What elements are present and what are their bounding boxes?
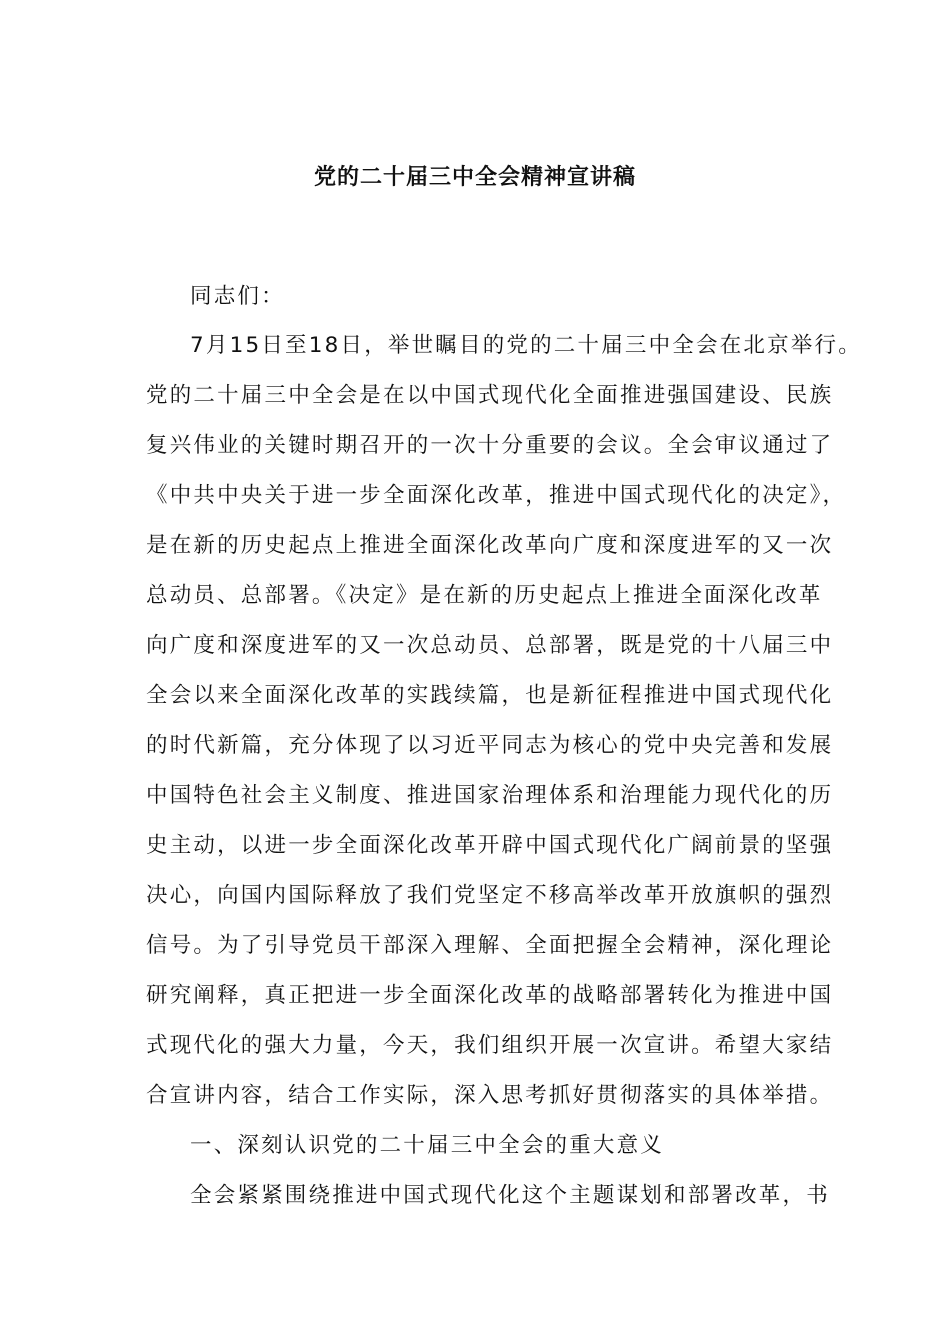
paragraph-line: 式现代化的强大力量，今天，我们组织开展一次宣讲。希望大家结 xyxy=(146,1033,834,1058)
paragraph-line: 决心，向国内国际释放了我们党坚定不移高举改革开放旗帜的强烈 xyxy=(146,883,834,908)
paragraph-line: 复兴伟业的关键时期召开的一次十分重要的会议。全会审议通过了 xyxy=(146,433,834,458)
paragraph-line: 7月15日至18日，举世瞩目的党的二十届三中全会在北京举行。 xyxy=(190,333,862,358)
paragraph-line: 研究阐释，真正把进一步全面深化改革的战略部署转化为推进中国 xyxy=(146,983,834,1008)
paragraph-line: 合宣讲内容，结合工作实际，深入思考抓好贯彻落实的具体举措。 xyxy=(146,1083,834,1108)
paragraph-line: 全会以来全面深化改革的实践续篇，也是新征程推进中国式现代化 xyxy=(146,683,834,708)
section-heading: 一、深刻认识党的二十届三中全会的重大意义 xyxy=(190,1133,665,1158)
paragraph-line: 是在新的历史起点上推进全面深化改革向广度和深度进军的又一次 xyxy=(146,533,834,558)
paragraph-line: 党的二十届三中全会是在以中国式现代化全面推进强国建设、民族 xyxy=(146,383,834,408)
paragraph-line: 总动员、总部署。《决定》是在新的历史起点上推进全面深化改革 xyxy=(146,583,823,608)
paragraph-line: 中国特色社会主义制度、推进国家治理体系和治理能力现代化的历 xyxy=(146,783,834,808)
paragraph-line: 《中共中央关于进一步全面深化改革，推进中国式现代化的决定》， xyxy=(146,483,847,508)
document-title: 党的二十届三中全会精神宣讲稿 xyxy=(313,165,636,190)
salutation: 同志们： xyxy=(190,284,285,309)
paragraph-line: 史主动，以进一步全面深化改革开辟中国式现代化广阔前景的坚强 xyxy=(146,833,834,858)
paragraph-line: 全会紧紧围绕推进中国式现代化这个主题谋划和部署改革，书 xyxy=(190,1183,830,1208)
paragraph-line: 的时代新篇，充分体现了以习近平同志为核心的党中央完善和发展 xyxy=(146,733,834,758)
paragraph-line: 向广度和深度进军的又一次总动员、总部署，既是党的十八届三中 xyxy=(146,633,834,658)
paragraph-line: 信号。为了引导党员干部深入理解、全面把握全会精神，深化理论 xyxy=(146,933,834,958)
